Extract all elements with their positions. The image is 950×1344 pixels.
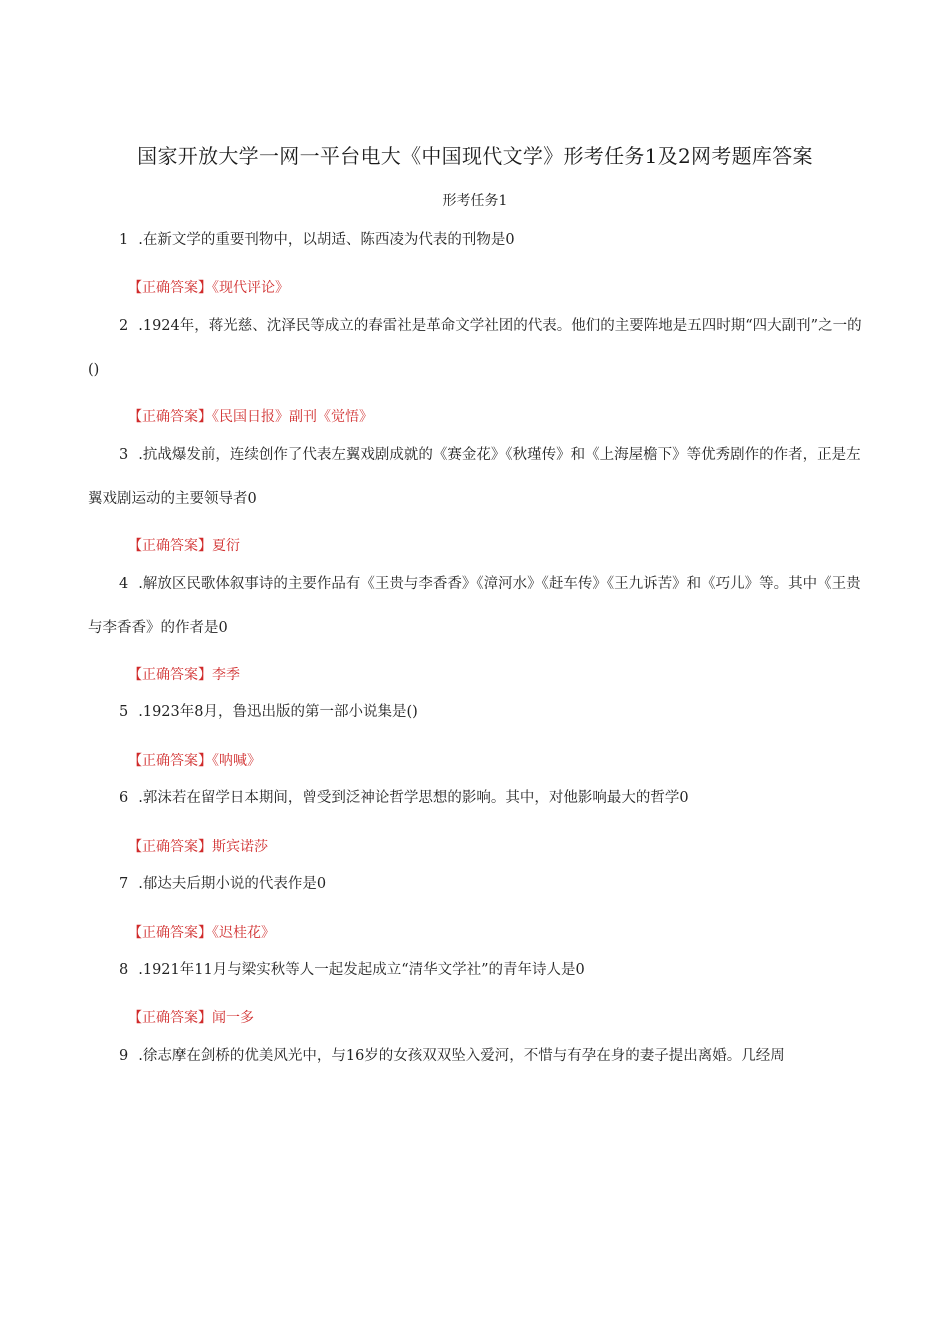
question-number: 8	[119, 962, 129, 978]
answer-item	[128, 535, 240, 555]
answer-label: 【正确答案】	[128, 839, 212, 855]
question-number: 2	[119, 318, 129, 334]
answer-item	[128, 406, 373, 426]
question-text: .抗战爆发前，连续创作了代表左翼戏剧成就的《赛金花》《秋瑾传》和《上海屋檐下》等优秀剧作的作者，正是左翼戏剧运动的主要领导者0	[88, 447, 861, 507]
answer-text: 夏衍	[212, 538, 240, 554]
answer-text: 李季	[212, 667, 240, 683]
question-item	[88, 948, 870, 992]
answer-text: 闻一多	[212, 1010, 254, 1026]
question-text: .郁达夫后期小说的代表作是0	[138, 876, 327, 892]
answer-item	[128, 836, 268, 856]
answer-label: 【正确答案】	[128, 409, 212, 425]
question-item	[88, 562, 870, 650]
section-title: 形考任务1	[442, 193, 508, 209]
question-number: 7	[119, 876, 129, 892]
answer-label: 【正确答案】	[128, 1010, 212, 1026]
question-text: .1923年8月，鲁迅出版的第一部小说集是()	[138, 704, 418, 720]
answer-text: 《民国日报》副刊《觉悟》	[212, 409, 373, 425]
answer-text: 《迟桂花》	[212, 925, 275, 941]
question-text: .解放区民歌体叙事诗的主要作品有《王贵与李香香》《漳河水》《赶车传》《王九诉苦》和《巧儿》等。其中《王贵与李香香》的作者是0	[88, 576, 861, 636]
question-number: 5	[119, 704, 129, 720]
answer-text: 斯宾诺莎	[212, 839, 268, 855]
question-item	[88, 304, 870, 392]
question-item	[88, 690, 870, 734]
answer-item	[128, 750, 261, 770]
answer-text: 《呐喊》	[212, 753, 261, 769]
answer-label: 【正确答案】	[128, 925, 212, 941]
question-number: 9	[119, 1048, 129, 1064]
question-text: .徐志摩在剑桥的优美风光中，与16岁的女孩双双坠入爱河，不惜与有孕在身的妻子提出离婚。几经周	[138, 1048, 785, 1064]
question-number: 6	[119, 790, 129, 806]
question-item	[88, 862, 870, 906]
question-text: .郭沫若在留学日本期间，曾受到泛神论哲学思想的影响。其中，对他影响最大的哲学0	[138, 790, 689, 806]
answer-item	[128, 664, 240, 684]
answer-item	[128, 277, 289, 297]
question-number: 1	[119, 232, 129, 248]
question-item	[88, 776, 870, 820]
answer-label: 【正确答案】	[128, 280, 212, 296]
question-item	[88, 433, 870, 521]
question-text: .在新文学的重要刊物中，以胡适、陈西凌为代表的刊物是0	[138, 232, 515, 248]
question-text: .1924年，蒋光慈、沈泽民等成立的春雷社是革命文学社团的代表。他们的主要阵地是五四时期“四大副刊”之一的()	[88, 318, 862, 378]
question-text: .1921年11月与梁实秋等人一起发起成立“清华文学社”的青年诗人是0	[138, 962, 585, 978]
answer-label: 【正确答案】	[128, 667, 212, 683]
question-number: 3	[119, 447, 129, 463]
answer-label: 【正确答案】	[128, 538, 212, 554]
question-number: 4	[119, 576, 129, 592]
question-item	[88, 1034, 870, 1078]
document-title: 国家开放大学一网一平台电大《中国现代文学》形考任务1及2网考题库答案	[137, 144, 813, 168]
answer-label: 【正确答案】	[128, 753, 212, 769]
question-item	[88, 218, 870, 262]
answer-item	[128, 1007, 254, 1027]
answer-text: 《现代评论》	[212, 280, 289, 296]
answer-item	[128, 922, 275, 942]
